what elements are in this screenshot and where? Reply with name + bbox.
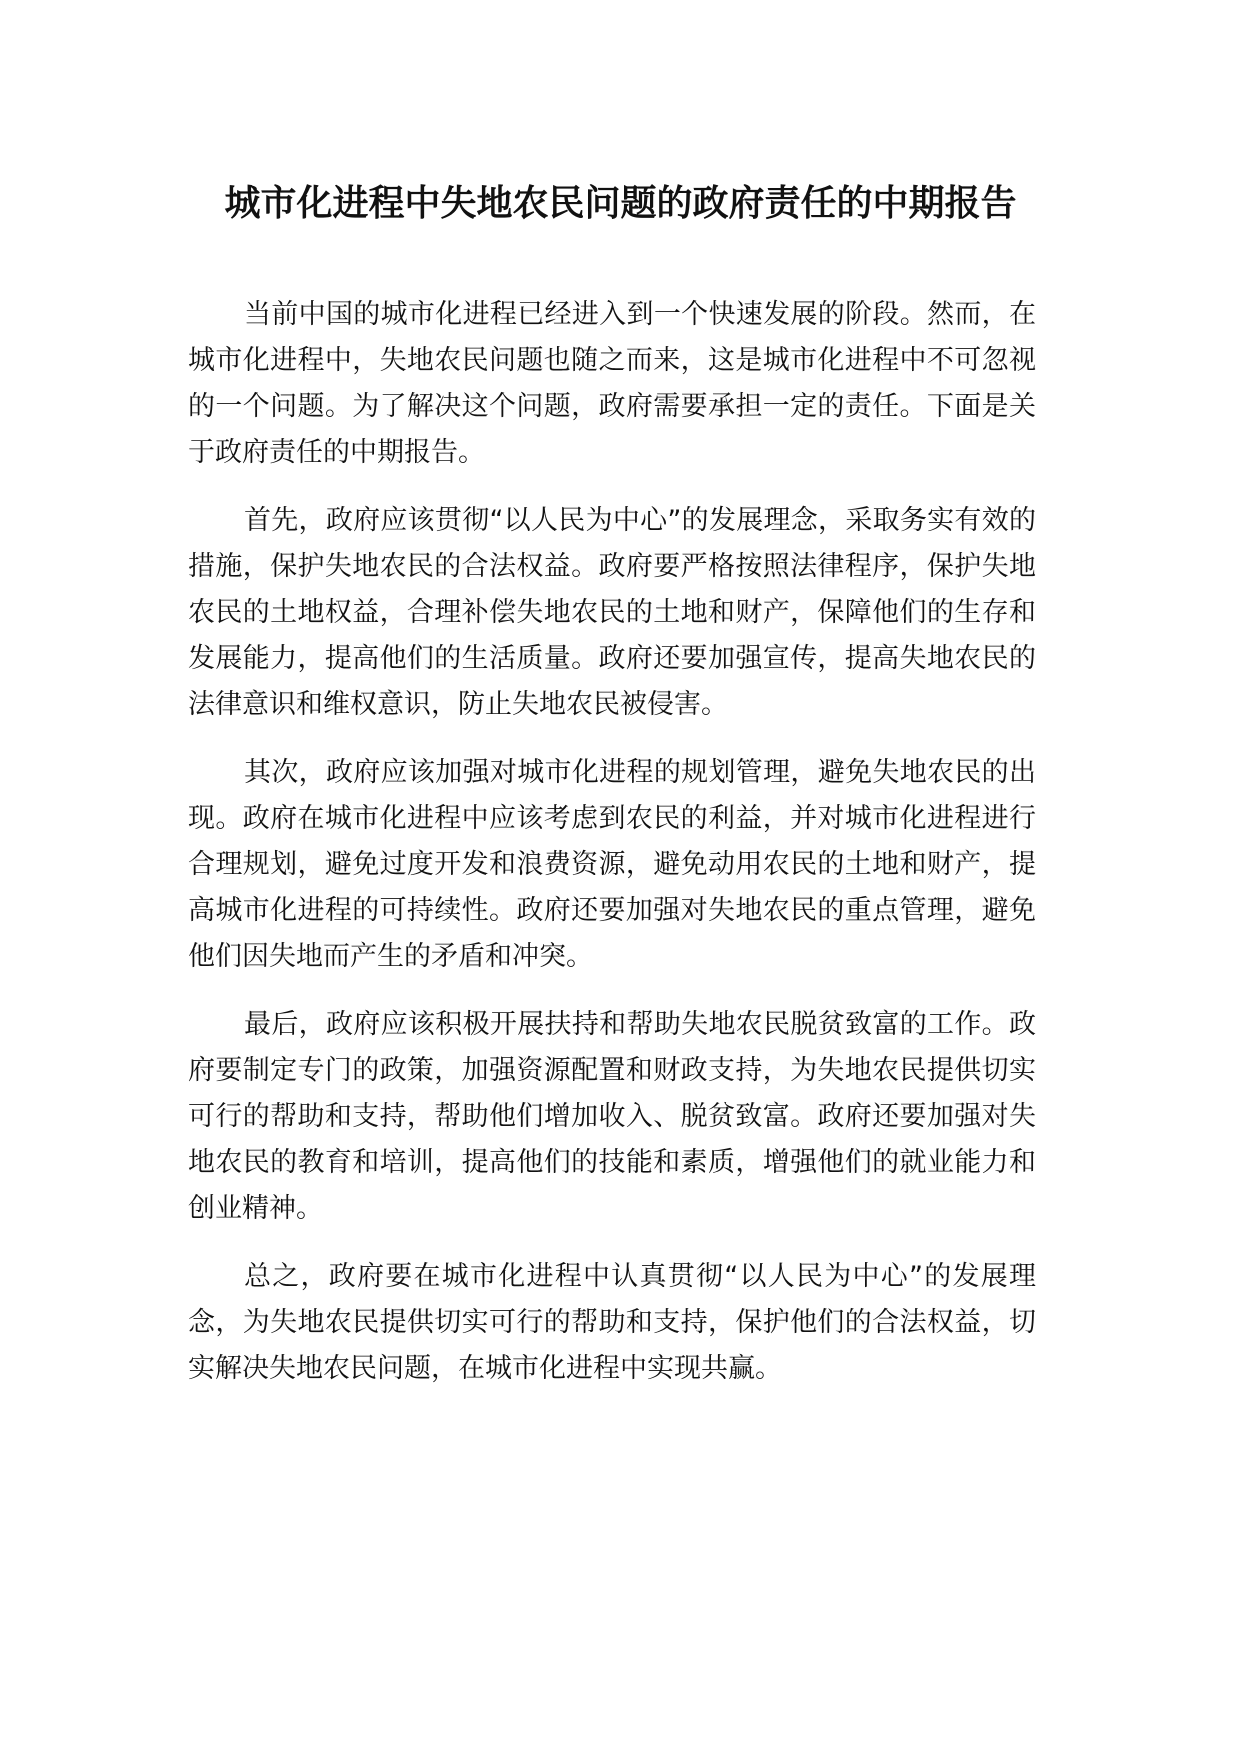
paragraph-first: 首先，政府应该贯彻“以人民为中心”的发展理念，采取务实有效的措施，保护失地农民的合法权益。政府要严格按照法律程序，保护失地农民的土地权益，合理补偿失地农民的土地和财产，保障他们的生存和发展能力，提高他们的生活质量。政府还要加强宣传，提高失地农民的法律意识和维权意识，防止失地农民被侵害。: [188, 505, 1036, 720]
paragraph-conclusion: 总之，政府要在城市化进程中认真贯彻“以人民为中心”的发展理念，为失地农民提供切实可行的帮助和支持，保护他们的合法权益，切实解决失地农民问题，在城市化进程中实现共赢。: [188, 1261, 1036, 1384]
paragraph-last: 最后，政府应该积极开展扶持和帮助失地农民脱贫致富的工作。政府要制定专门的政策，加强资源配置和财政支持，为失地农民提供切实可行的帮助和支持，帮助他们增加收入、脱贫致富。政府还要加强对失地农民的教育和培训，提高他们的技能和素质，增强他们的就业能力和创业精神。: [188, 1009, 1036, 1224]
document-title: 城市化进程中失地农民问题的政府责任的中期报告: [224, 183, 1017, 224]
paragraph-intro: 当前中国的城市化进程已经进入到一个快速发展的阶段。然而，在城市化进程中，失地农民问题也随之而来，这是城市化进程中不可忽视的一个问题。为了解决这个问题，政府需要承担一定的责任。下面是关于政府责任的中期报告。: [188, 299, 1036, 468]
document-body: [188, 292, 1036, 1414]
paragraph-second: 其次，政府应该加强对城市化进程的规划管理，避免失地农民的出现。政府在城市化进程中应该考虑到农民的利益，并对城市化进程进行合理规划，避免过度开发和浪费资源，避免动用农民的土地和财产，提高城市化进程的可持续性。政府还要加强对失地农民的重点管理，避免他们因失地而产生的矛盾和冲突。: [188, 757, 1036, 972]
